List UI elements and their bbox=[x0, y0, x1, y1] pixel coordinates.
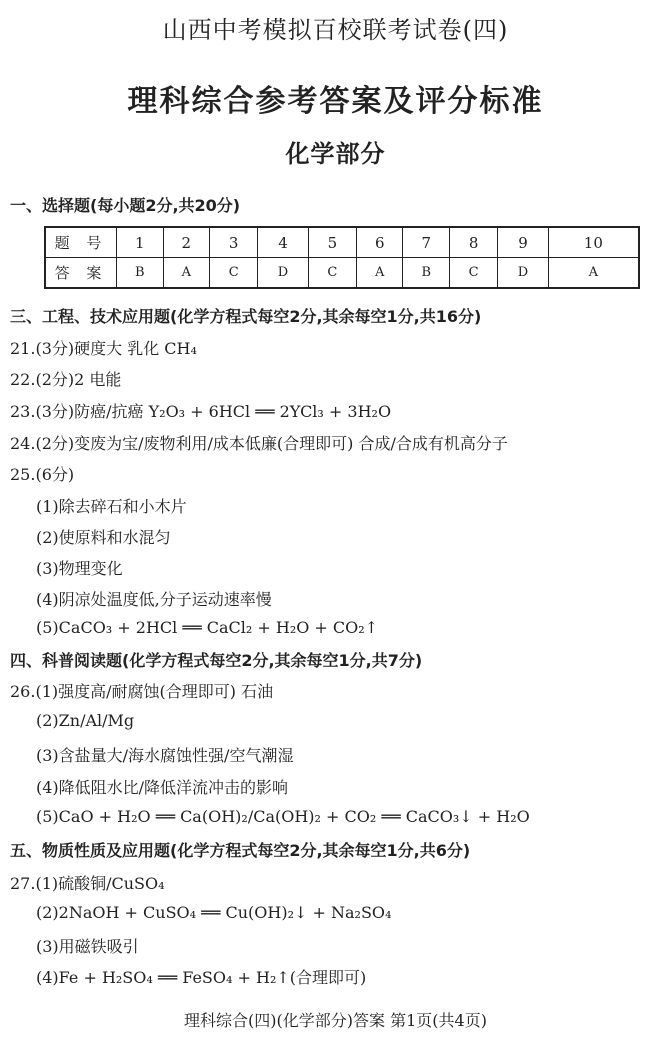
answer-line: 21.(3分)硬度大 乳化 CH₄ bbox=[10, 339, 197, 358]
exam-title: 山西中考模拟百校联考试卷(四) bbox=[162, 16, 509, 44]
answer-cell: A bbox=[548, 258, 639, 289]
answer-cell: C bbox=[210, 258, 258, 289]
table-row-questions bbox=[45, 227, 639, 258]
answer-line: 23.(3分)防癌/抗癌 Y₂O₃ + 6HCl ══ 2YCl₃ + 3H₂O bbox=[10, 402, 392, 421]
answer-cell: A bbox=[356, 258, 402, 289]
answer-line: (4)Fe + H₂SO₄ ══ FeSO₄ + H₂↑(合理即可) bbox=[36, 968, 367, 987]
answer-line: 27.(1)硫酸铜/CuSO₄ bbox=[10, 874, 165, 893]
question-number: 4 bbox=[258, 227, 308, 258]
answer-line: 25.(6分) bbox=[10, 465, 75, 484]
answer-cell: D bbox=[258, 258, 308, 289]
row-label-questions: 题 号 bbox=[45, 227, 117, 258]
answer-cell: B bbox=[117, 258, 164, 289]
question-number: 1 bbox=[117, 227, 164, 258]
answer-cell: D bbox=[498, 258, 548, 289]
document-title: 理科综合参考答案及评分标准 bbox=[127, 84, 544, 119]
question-number: 2 bbox=[163, 227, 209, 258]
answer-line: (5)CaO + H₂O ══ Ca(OH)₂/Ca(OH)₂ + CO₂ ══ CaCO₃↓ + H₂O bbox=[36, 807, 530, 826]
answer-cell: A bbox=[163, 258, 209, 289]
section-4-title: 四、科普阅读题(化学方程式每空2分,其余每空1分,共7分) bbox=[10, 651, 423, 670]
answer-line: (2)使原料和水混匀 bbox=[36, 528, 171, 547]
answer-cell: C bbox=[450, 258, 498, 289]
answer-line: (3)用磁铁吸引 bbox=[36, 937, 139, 956]
answer-table bbox=[44, 226, 640, 289]
question-number: 10 bbox=[548, 227, 639, 258]
answer-line: (2)Zn/Al/Mg bbox=[36, 711, 135, 730]
answer-line: 26.(1)强度高/耐腐蚀(合理即可) 石油 bbox=[10, 682, 274, 701]
table-row-answers bbox=[45, 258, 639, 289]
section-5-title: 五、物质性质及应用题(化学方程式每空2分,其余每空1分,共6分) bbox=[10, 841, 471, 860]
question-number: 3 bbox=[210, 227, 258, 258]
answer-line: (4)阴凉处温度低,分子运动速率慢 bbox=[36, 590, 272, 609]
answer-cell: C bbox=[308, 258, 356, 289]
question-number: 8 bbox=[450, 227, 498, 258]
question-number: 5 bbox=[308, 227, 356, 258]
answer-line: 24.(2分)变废为宝/废物利用/成本低廉(合理即可) 合成/合成有机高分子 bbox=[10, 434, 508, 453]
page-footer: 理科综合(四)(化学部分)答案 第1页(共4页) bbox=[184, 1011, 487, 1030]
question-number: 7 bbox=[403, 227, 450, 258]
answer-line: 22.(2分)2 电能 bbox=[10, 370, 122, 389]
answer-line: (1)除去碎石和小木片 bbox=[36, 497, 187, 516]
answer-line: (2)2NaOH + CuSO₄ ══ Cu(OH)₂↓ + Na₂SO₄ bbox=[36, 903, 392, 922]
part-title: 化学部分 bbox=[285, 140, 386, 168]
row-label-answers: 答 案 bbox=[45, 258, 117, 289]
section-3-title: 三、工程、技术应用题(化学方程式每空2分,其余每空1分,共16分) bbox=[10, 307, 482, 326]
question-number: 9 bbox=[498, 227, 548, 258]
section-1-title: 一、选择题(每小题2分,共20分) bbox=[10, 196, 241, 215]
answer-line: (3)含盐量大/海水腐蚀性强/空气潮湿 bbox=[36, 746, 294, 765]
answer-line: (4)降低阻水比/降低洋流冲击的影响 bbox=[36, 778, 289, 797]
answer-line: (5)CaCO₃ + 2HCl ══ CaCl₂ + H₂O + CO₂↑ bbox=[36, 618, 379, 637]
question-number: 6 bbox=[356, 227, 402, 258]
answer-line: (3)物理变化 bbox=[36, 559, 123, 578]
answer-cell: B bbox=[403, 258, 450, 289]
